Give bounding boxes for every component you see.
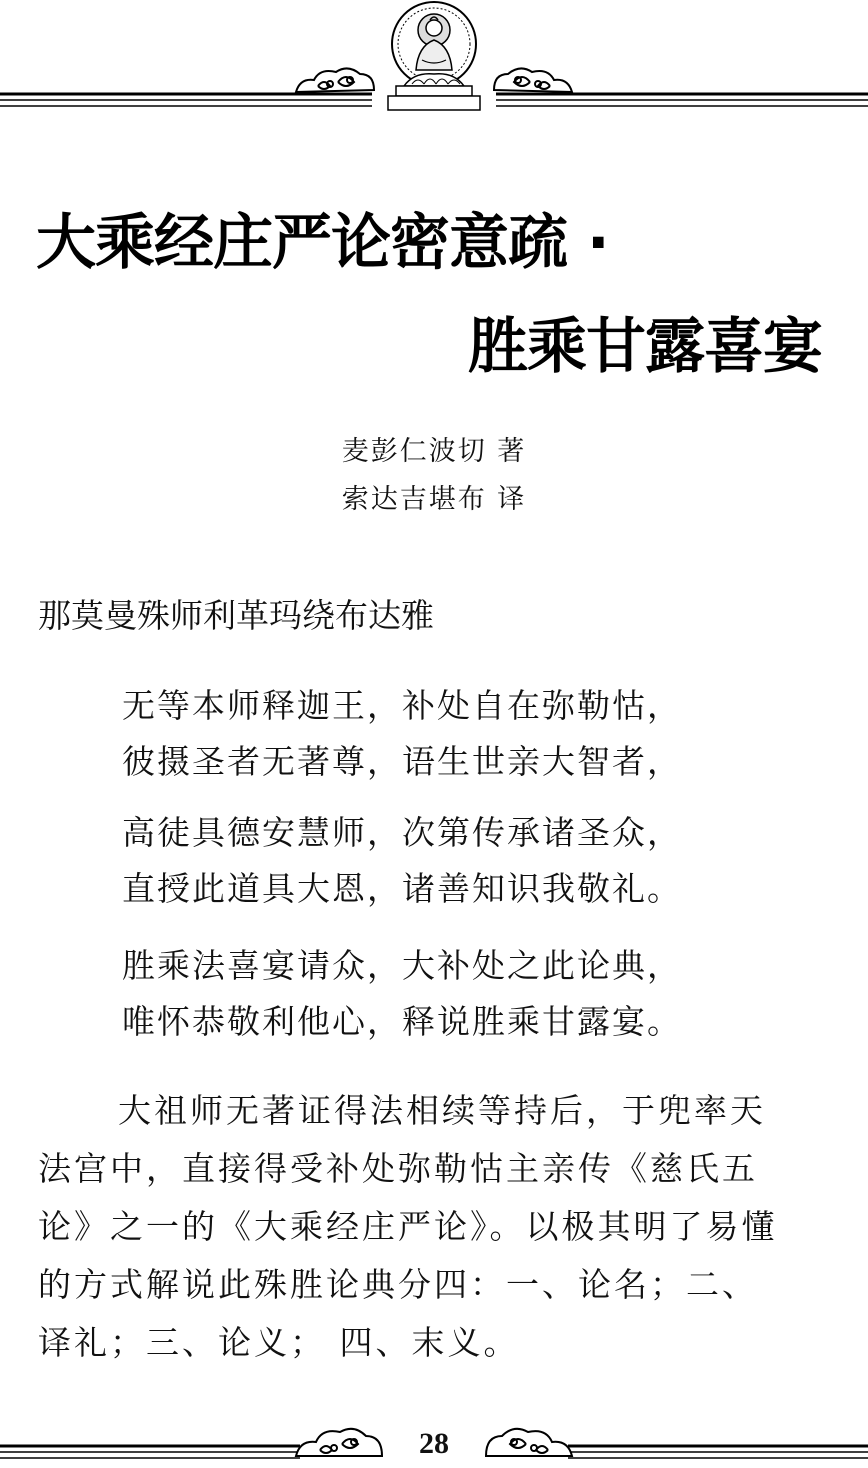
verse-line: 高徒具德安慧师，次第传承诸圣众，	[122, 813, 682, 852]
author-byline: 麦彭仁波切 著	[341, 436, 527, 467]
verse-line: 唯怀恭敬利他心，释说胜乘甘露宴。	[122, 1002, 682, 1041]
verse-stanza-2	[122, 805, 762, 917]
auspicious-cloud-icon	[494, 68, 572, 92]
title-line-2: 胜乘甘露喜宴	[468, 312, 822, 382]
translator-byline: 索达吉堪布 译	[341, 484, 527, 515]
page-number: 28	[419, 1427, 449, 1460]
verse-line: 胜乘法喜宴请众，大补处之此论典，	[122, 946, 682, 985]
header-ornament	[0, 0, 868, 120]
verse-stanza-3	[122, 938, 762, 1050]
paragraph-line: 大祖师无著证得法相续等持后，于兜率天	[118, 1091, 766, 1130]
header-rule-left	[0, 94, 372, 106]
buddha-medallion-icon	[388, 2, 480, 110]
header-rule-right	[496, 94, 868, 106]
verse-line: 无等本师释迦王，补处自在弥勒怙，	[122, 686, 682, 725]
paragraph-line: 的方式解说此殊胜论典分四：一、论名；二、	[38, 1265, 758, 1304]
paragraph-line: 论》之一的《大乘经庄严论》。以极其明了易懂	[38, 1207, 778, 1246]
paragraph-line: 译礼；三、论义； 四、末义。	[38, 1323, 520, 1362]
body-paragraph	[38, 1082, 838, 1372]
verse-stanza-1	[122, 678, 762, 790]
verse-line: 直授此道具大恩，诸善知识我敬礼。	[122, 869, 682, 908]
paragraph-line: 法宫中，直接得受补处弥勒怙主亲传《慈氏五	[38, 1149, 758, 1188]
title-line-1: 大乘经庄严论密意疏 ·	[36, 208, 609, 278]
verse-line: 彼摄圣者无著尊，语生世亲大智者，	[122, 742, 682, 781]
auspicious-cloud-icon	[296, 68, 374, 92]
invocation-heading: 那莫曼殊师利革玛绕布达雅	[38, 596, 434, 635]
